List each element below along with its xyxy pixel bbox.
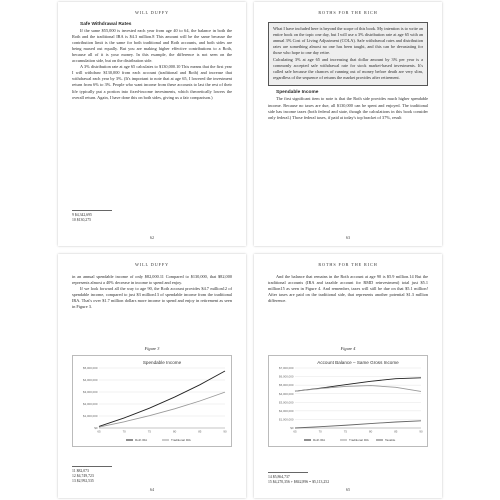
x-tick-label: 75 (343, 429, 348, 434)
book-page-64 (58, 254, 246, 498)
chart-svg (269, 356, 428, 446)
series-line (295, 421, 421, 428)
footnote: 13 $2,992,535 (72, 479, 94, 483)
y-tick-label: $6,000,000 (279, 374, 294, 379)
chart-title: Account Balance – Same Gross Income (317, 360, 399, 365)
footnotes (72, 466, 232, 484)
page-body (268, 22, 428, 121)
footnotes (268, 472, 428, 485)
page-number: 63 (345, 235, 351, 240)
x-tick-label: 65 (97, 429, 101, 434)
y-tick-label: $7,000,000 (279, 366, 294, 371)
y-tick-label: $4,000,000 (279, 391, 294, 396)
section-heading: Safe Withdrawal Rates (80, 22, 132, 27)
x-tick-label: 80 (368, 429, 373, 434)
x-tick-label: 85 (394, 429, 398, 434)
legend-label: Traditional IRA (349, 438, 369, 443)
legend-label: Roth IRA (135, 438, 148, 443)
footnote: 11 $82,073 (72, 469, 89, 473)
paragraph: in an annual spendable income of only $82,000.11 Compared to $130,000, that $82,000 represents almost a 40% decrease in income to spend and enjoy. (72, 274, 232, 286)
series-line (99, 392, 225, 427)
y-tick-label: $0 (290, 426, 294, 431)
box-paragraph: Calculating 3% at age 65 and increasing that dollar amount by 3% per year is a commonly accepted safe withdrawal rate for stock market-based investments. It's called safe because the chances of running out of money before death are very slim, regardless of the sequence of returns the market provides after retirement. (273, 57, 423, 81)
x-tick-label: 75 (147, 429, 152, 434)
page-body (268, 274, 428, 304)
page-number: 62 (149, 235, 155, 240)
chart-account-balance (268, 355, 428, 447)
running-header: ROTHS FOR THE RICH (318, 10, 378, 15)
paragraph: If we look forward all the way to age 90, the Roth account provides $4.7 million12 of spendable income, compared to just $3 million13 of spendable income from the traditional IRA. That's over $1.7 million dollars more income to spend and enjoy in retirement as seen in Figure 3. (72, 286, 232, 310)
x-tick-label: 90 (223, 429, 227, 434)
x-tick-label: 80 (172, 429, 177, 434)
footnote-rule (72, 466, 112, 467)
y-tick-label: $0 (94, 426, 98, 431)
footnote: 12 $4,749,723 (72, 474, 94, 478)
y-tick-label: $2,000,000 (279, 408, 294, 413)
y-tick-label: $3,000,000 (279, 400, 294, 405)
x-tick-label: 90 (419, 429, 423, 434)
page-number: 65 (345, 487, 351, 492)
legend-label: Taxable (385, 438, 396, 443)
book-page-63 (254, 2, 442, 246)
page-body (72, 22, 232, 101)
footnote: 10 $130,275 (72, 218, 91, 222)
book-page-65 (254, 254, 442, 498)
figure-caption: Figure 3 (144, 346, 160, 351)
y-tick-label: $5,000,000 (279, 383, 294, 388)
footnote-rule (268, 472, 308, 473)
y-tick-label: $3,000,000 (83, 390, 98, 395)
x-tick-label: 70 (122, 429, 126, 434)
footnote: 15 $4,270,356 + $842,896 = $5,113,252 (268, 480, 330, 484)
book-page-62 (58, 2, 246, 246)
figure-caption: Figure 4 (340, 346, 356, 351)
footnotes (72, 210, 232, 223)
sidebar-box (268, 22, 428, 86)
running-header: ROTHS FOR THE RICH (318, 262, 378, 267)
y-tick-label: $1,000,000 (279, 417, 294, 422)
y-tick-label: $4,000,000 (83, 378, 98, 383)
footnote-rule (72, 210, 112, 211)
page-number: 64 (149, 487, 155, 492)
legend-label: Roth IRA (313, 438, 326, 443)
y-tick-label: $1,000,000 (83, 414, 98, 419)
section-heading: Spendable Income (276, 90, 319, 96)
figure-3 (72, 346, 232, 447)
running-header: WILL DUFFY (134, 10, 170, 15)
y-tick-label: $5,000,000 (83, 366, 98, 371)
x-tick-label: 65 (293, 429, 297, 434)
x-tick-label: 70 (318, 429, 322, 434)
y-tick-label: $2,000,000 (83, 402, 98, 407)
paragraph: The first significant item to note is that the Roth side provides much higher spendable income. Because no taxes are due, all $130,000 can be spent and enjoyed. The traditional side has income taxes (both federal and state, though the calculations in this book consider only federal.) Those federal taxes, if paid at today's top bracket of 37%, result (268, 96, 428, 120)
paragraph: A 3% distribution rate at age 65 calculates to $130,000.10 This means that the first year I will withdraw $130,000 from each account (traditional and Roth) and increase that withdrawal each year by 3%. (It's important to note that at age 65, I lowered the investment return from 6% to 3%. People who want income from these accounts to last the rest of their life typically put a portion into fixed-income investments, which theoretically lowers the overall return. Again, I have done this on both sides, giving us a fair comparison.) (72, 64, 232, 100)
footnote: 9 $4,342,695 (72, 213, 92, 217)
chart-title: Spendable Income (142, 360, 182, 365)
legend-label: Traditional IRA (171, 438, 191, 443)
chart-spendable-income (72, 355, 232, 447)
paragraph: If the same $55,000 is invested each year from age 40 to 64, the balance in both the Roth and the traditional IRA is $4.3 million.8 This amount will be the same because the contribution limit is the same for both traditional and Roth accounts, and both sides are being maxed out equally. But you are making higher effective contributions to a Roth, because all of it is your money. In this example, the difference is not seen on the accumulation side, but on the distribution side. (72, 28, 232, 64)
running-header: WILL DUFFY (134, 262, 170, 267)
page-body (72, 274, 232, 310)
box-paragraph: What I have included here is beyond the scope of this book. My intention is to write an entire book on the topic one day, but I will use a 3% distribution rate at age 65 with an annual 3% Cost of Living Adjustment (COLA). Safe withdrawal rates and distribution rates are something almost no one has been taught, and this can be devastating for those who hope to one day retire. (273, 26, 423, 56)
paragraph: And the balance that remains in the Roth account at age 90 is $5.9 million.14 But the traditional accounts (IRA and taxable account for RMD reinvestment) total just $5.1 million15 as seen in Figure 4. And remember, taxes will still be due on that $5.1 million! After taxes are paid on the traditional side, that represents another potential $1.3 million difference. (268, 274, 428, 304)
footnote: 14 $5,864,737 (268, 475, 290, 479)
chart-svg (73, 356, 232, 446)
x-tick-label: 85 (198, 429, 202, 434)
figure-4 (268, 346, 428, 447)
